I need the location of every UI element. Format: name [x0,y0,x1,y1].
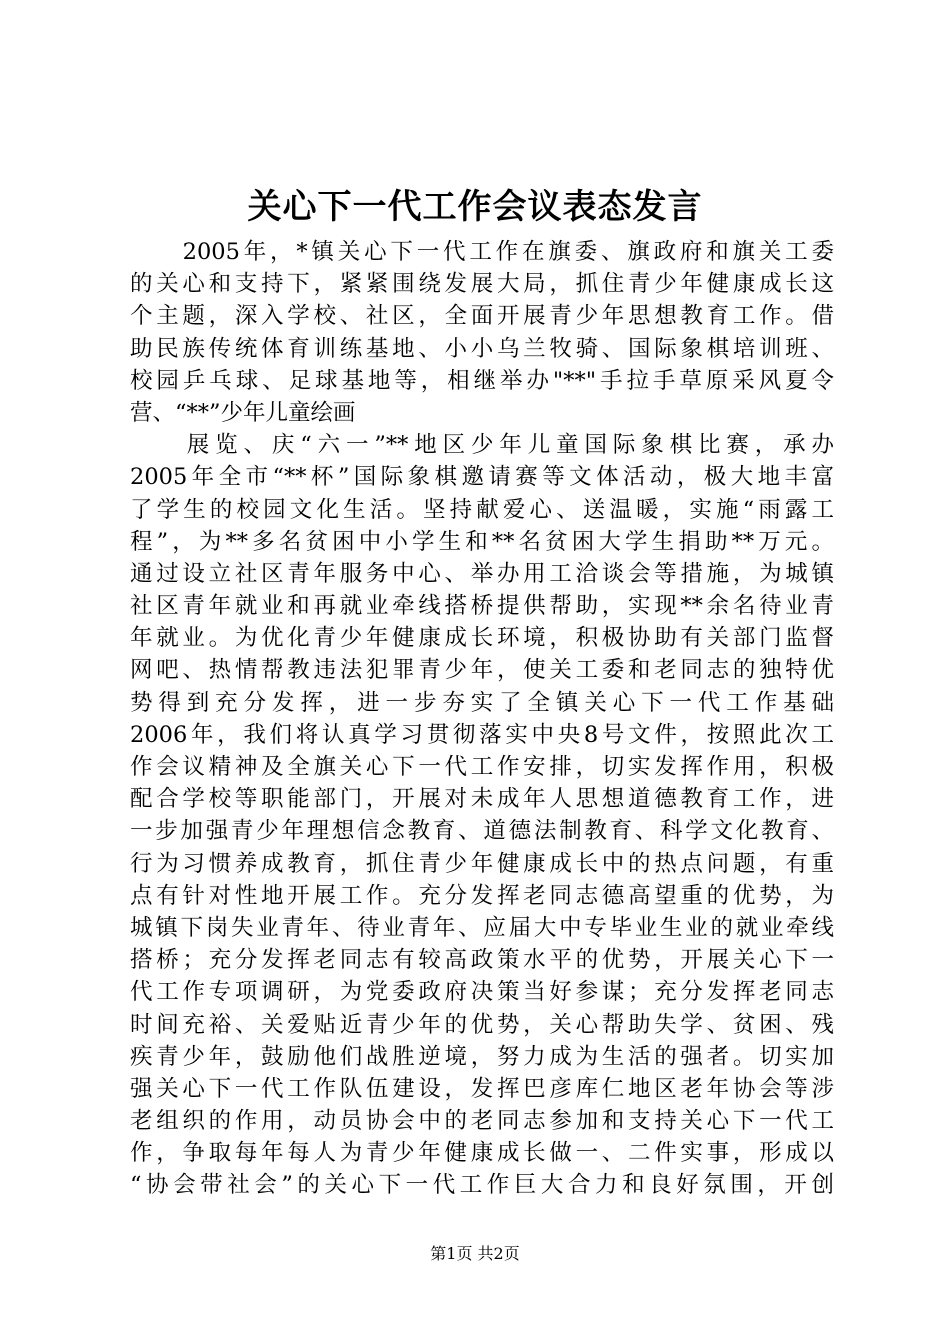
body-line: 势得到充分发挥，进一步夯实了全镇关心下一代工作基础 [130,689,834,716]
body-line: 行为习惯养成教育，抓住青少年健康成长中的热点问题，有重 [130,850,834,877]
body-line: 作会议精神及全旗关心下一代工作安排，切实发挥作用，积极 [130,754,834,780]
body-line: 了学生的校园文化生活。坚持献爱心、送温暖，实施“雨露工 [130,496,834,523]
body-line: 网吧、热情帮教违法犯罪青少年，使关工委和老同志的独特优 [130,657,834,684]
body-line: 强关心下一代工作队伍建设，发挥巴彦库仁地区老年协会等涉 [130,1075,834,1102]
body-line: 配合学校等职能部门，开展对未成年人思想道德教育工作，进 [130,786,834,813]
body-line: 一步加强青少年理想信念教育、道德法制教育、科学文化教育、 [130,818,834,845]
body-line: 城镇下岗失业青年、待业青年、应届大中专毕业生业的就业牵线 [130,914,834,941]
body-line: 疾青少年，鼓励他们战胜逆境，努力成为生活的强者。切实加 [130,1043,834,1070]
body-line: 展览、庆“六一”**地区少年儿童国际象棋比赛，承办 [130,432,834,459]
body-line: 2005年，*镇关心下一代工作在旗委、旗政府和旗关工委 [130,239,834,265]
body-line: 年就业。为优化青少年健康成长环境，积极协助有关部门监督 [130,625,834,652]
body-line: 代工作专项调研，为党委政府决策当好参谋；充分发挥老同志 [130,979,834,1006]
body-line: 搭桥；充分发挥老同志有较高政策水平的优势，开展关心下一 [130,947,834,974]
body-line: 校园乒乓球、足球基地等，相继举办"**"手拉手草原采风夏令 [130,367,834,394]
body-line: 2005年全市“**杯”国际象棋邀请赛等文体活动，极大地丰富 [130,464,834,491]
body-line: 2006年，我们将认真学习贯彻落实中央8号文件，按照此次工 [130,721,834,748]
body-line: 老组织的作用，动员协会中的老同志参加和支持关心下一代工 [130,1108,834,1135]
body-line: 时间充裕、关爱贴近青少年的优势，关心帮助失学、贫困、残 [130,1011,834,1038]
page-number-footer: 第1页 共2页 [430,1244,520,1263]
document-body [130,236,834,1202]
body-line: 个主题，深入学校、社区，全面开展青少年思想教育工作。借 [130,303,834,330]
body-line: 作，争取每年每人为青少年健康成长做一、二件实事，形成以 [130,1140,834,1167]
body-line: “协会带社会”的关心下一代工作巨大合力和良好氛围，开创 [130,1172,834,1199]
body-line: 程”，为**多名贫困中小学生和**名贫困大学生捐助**万元。 [130,528,834,555]
body-line: 通过设立社区青年服务中心、举办用工洽谈会等措施，为城镇 [130,560,834,587]
body-line: 点有针对性地开展工作。充分发挥老同志德高望重的优势，为 [130,882,834,909]
body-line: 营、“**”少年儿童绘画 [130,399,356,426]
document-title: 关心下一代工作会议表态发言 [247,187,703,227]
body-line: 社区青年就业和再就业牵线搭桥提供帮助，实现**余名待业青 [130,593,834,620]
body-line: 助民族传统体育训练基地、小小乌兰牧骑、国际象棋培训班、 [130,335,834,362]
body-line: 的关心和支持下，紧紧围绕发展大局，抓住青少年健康成长这 [130,271,834,298]
